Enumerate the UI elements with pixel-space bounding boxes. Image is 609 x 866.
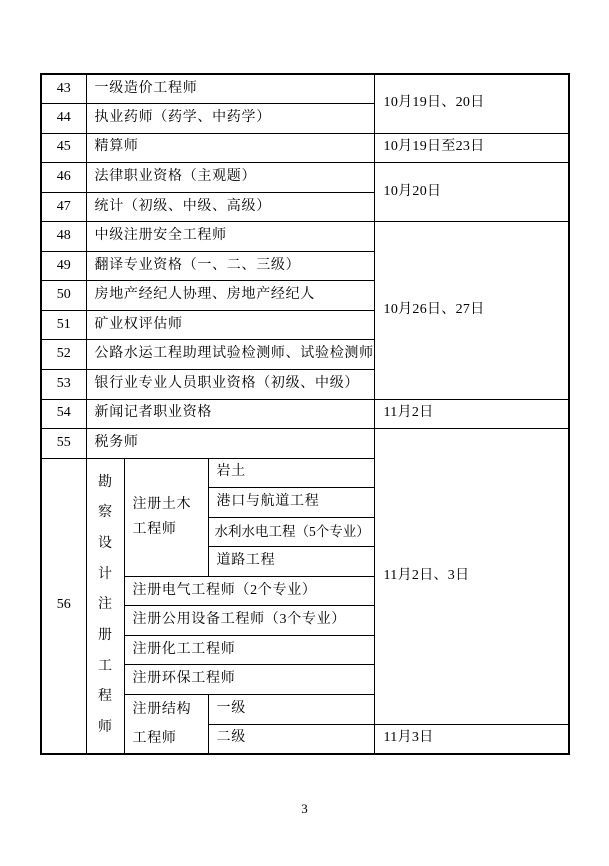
row-number-cell: 48 (41, 222, 86, 252)
group-title-char: 察 (98, 505, 112, 521)
exam-name-cell: 法律职业资格（主观题） (86, 163, 374, 193)
exam-name-cell: 翻译专业资格（一、二、三级） (86, 251, 374, 281)
row-number-cell: 46 (41, 163, 86, 193)
group-title-char: 设 (98, 536, 112, 552)
row-number-cell: 54 (41, 399, 86, 429)
subgroup-fullwidth-cell: 注册电气工程师（2个专业） (124, 576, 374, 606)
row-number-cell: 55 (41, 429, 86, 459)
exam-name-cell: 税务师 (86, 429, 374, 459)
subgroup-structural-line1: 注册结构 (132, 701, 192, 717)
exam-name-cell: 新闻记者职业资格 (86, 399, 374, 429)
subgroup-civil-line1: 注册土木 (132, 497, 192, 513)
exam-name-cell: 统计（初级、中级、高级） (86, 192, 374, 222)
subgroup-civil-cell (124, 458, 208, 576)
exam-name-cell: 房地产经纪人协理、房地产经纪人 (86, 281, 374, 311)
exam-name-cell: 执业药师（药学、中药学） (86, 104, 374, 134)
row-number-cell: 43 (41, 74, 86, 104)
exam-date-cell: 10月20日 (374, 163, 569, 222)
row-number-cell: 51 (41, 310, 86, 340)
exam-date-cell: 11月3日 (374, 724, 569, 754)
exam-name-cell: 矿业权评估师 (86, 310, 374, 340)
exam-schedule-table (40, 73, 570, 755)
specialty-cell: 岩土 (208, 458, 374, 488)
table-row (41, 133, 569, 163)
row-number-cell: 50 (41, 281, 86, 311)
exam-schedule-table-wrap (40, 73, 570, 755)
subgroup-fullwidth-cell: 注册环保工程师 (124, 665, 374, 695)
exam-date-cell: 11月2日 (374, 399, 569, 429)
table-row (41, 74, 569, 104)
exam-date-cell: 10月19日至23日 (374, 133, 569, 163)
row-number-cell: 56 (41, 458, 86, 754)
row-number-cell: 47 (41, 192, 86, 222)
specialty-cell: 道路工程 (208, 547, 374, 577)
level-cell: 一级 (208, 694, 374, 724)
exam-date-cell: 11月2日、3日 (374, 429, 569, 725)
page-number: 3 (301, 801, 308, 816)
row-number-cell: 52 (41, 340, 86, 370)
group-title-char: 册 (98, 628, 112, 644)
group-title-char: 勘 (98, 474, 112, 490)
group-title-char: 计 (98, 566, 112, 582)
exam-name-cell: 银行业专业人员职业资格（初级、中级） (86, 369, 374, 399)
table-row (41, 222, 569, 252)
exam-name-cell: 中级注册安全工程师 (86, 222, 374, 252)
group-title-char: 程 (98, 689, 112, 705)
exam-name-cell: 公路水运工程助理试验检测师、试验检测师 (86, 340, 374, 370)
group-title-char: 师 (98, 720, 112, 736)
table-row (41, 399, 569, 429)
subgroup-structural-line2: 工程师 (132, 730, 177, 746)
row-number-cell: 44 (41, 104, 86, 134)
group-title-char: 工 (98, 658, 112, 674)
table-row (41, 429, 569, 459)
exam-name-cell: 精算师 (86, 133, 374, 163)
specialty-cell: 水利水电工程（5个专业） (208, 517, 374, 547)
exam-date-cell: 10月19日、20日 (374, 74, 569, 133)
group-title-vertical-cell (86, 458, 124, 754)
subgroup-structural-cell (124, 694, 208, 754)
subgroup-fullwidth-cell: 注册公用设备工程师（3个专业） (124, 606, 374, 636)
subgroup-civil-line2: 工程师 (132, 522, 177, 538)
specialty-cell: 港口与航道工程 (208, 488, 374, 518)
group-title-char: 注 (98, 597, 112, 613)
group-title-vertical (87, 461, 124, 751)
row-number-cell: 53 (41, 369, 86, 399)
exam-date-cell: 10月26日、27日 (374, 222, 569, 399)
row-number-cell: 49 (41, 251, 86, 281)
row-number-cell: 45 (41, 133, 86, 163)
level-cell: 二级 (208, 724, 374, 754)
table-row (41, 163, 569, 193)
exam-name-cell: 一级造价工程师 (86, 74, 374, 104)
subgroup-fullwidth-cell: 注册化工工程师 (124, 635, 374, 665)
